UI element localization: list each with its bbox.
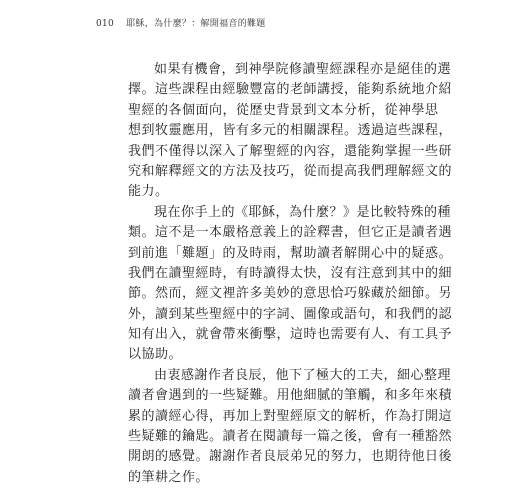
text-line: 想到牧靈應用，皆有多元的相關課程。透過這些課程， — [128, 123, 453, 139]
text-line: 讀者會遇到的一些疑難。用他細膩的筆觸，和多年來積 — [128, 388, 453, 404]
text-line: 擇。這些課程由經驗豐富的老師講授，能夠系統地介紹 — [128, 82, 453, 98]
text-line: 現在你手上的《耶穌，為什麼？》是比較特殊的種 — [154, 204, 452, 220]
text-line: 究和解釋經文的方法及技巧，從而提高我們理解經文的 — [128, 163, 453, 179]
text-line: 由衷感謝作者良辰，他下了極大的工夫，細心整理 — [154, 367, 452, 383]
running-header — [96, 16, 266, 29]
paragraph-3 — [128, 366, 453, 488]
paragraph-1 — [128, 60, 453, 203]
text-line: 聖經的各個面向，從歷史背景到文本分析，從神學思 — [128, 102, 439, 118]
page-number: 010 — [96, 19, 115, 29]
text-line: 到前進「難題」的及時雨，幫助讀者解開心中的疑惑。 — [128, 245, 453, 261]
text-line: 類。這不是一本嚴格意義上的詮釋書，但它正是讀者遇 — [128, 225, 453, 241]
body-text — [128, 60, 453, 488]
text-line: 開朗的感覺。謝謝作者良辰弟兄的努力，也期待他日後 — [128, 449, 453, 465]
text-line: 以協助。 — [128, 347, 183, 363]
text-line: 能力。 — [128, 184, 169, 200]
text-line: 的筆耕之作。 — [128, 469, 210, 485]
text-line: 我們不僅得以深入了解聖經的內容，還能夠掌握一些研 — [128, 143, 453, 159]
text-line: 外，讀到某些聖經中的字詞、圖像或語句，和我們的認 — [128, 306, 453, 322]
text-line: 知有出入，就會帶來衝擊，這時也需要有人、有工具予 — [128, 327, 453, 343]
text-line: 我們在讀聖經時，有時讀得太快，沒有注意到其中的細 — [128, 265, 453, 281]
text-line: 如果有機會，到神學院修讀聖經課程亦是絕佳的選 — [154, 62, 452, 77]
text-line: 累的讀經心得，再加上對聖經原文的解析，作為打開這 — [128, 408, 453, 424]
running-title: 耶穌，為什麼？：解開福音的難題 — [126, 19, 266, 29]
paragraph-2 — [128, 203, 453, 366]
text-line: 節。然而，經文裡許多美妙的意思恰巧躲藏於細節。另 — [128, 286, 453, 302]
text-line: 些疑難的鑰匙。讀者在閱讀每一篇之後，會有一種豁然 — [128, 429, 453, 445]
